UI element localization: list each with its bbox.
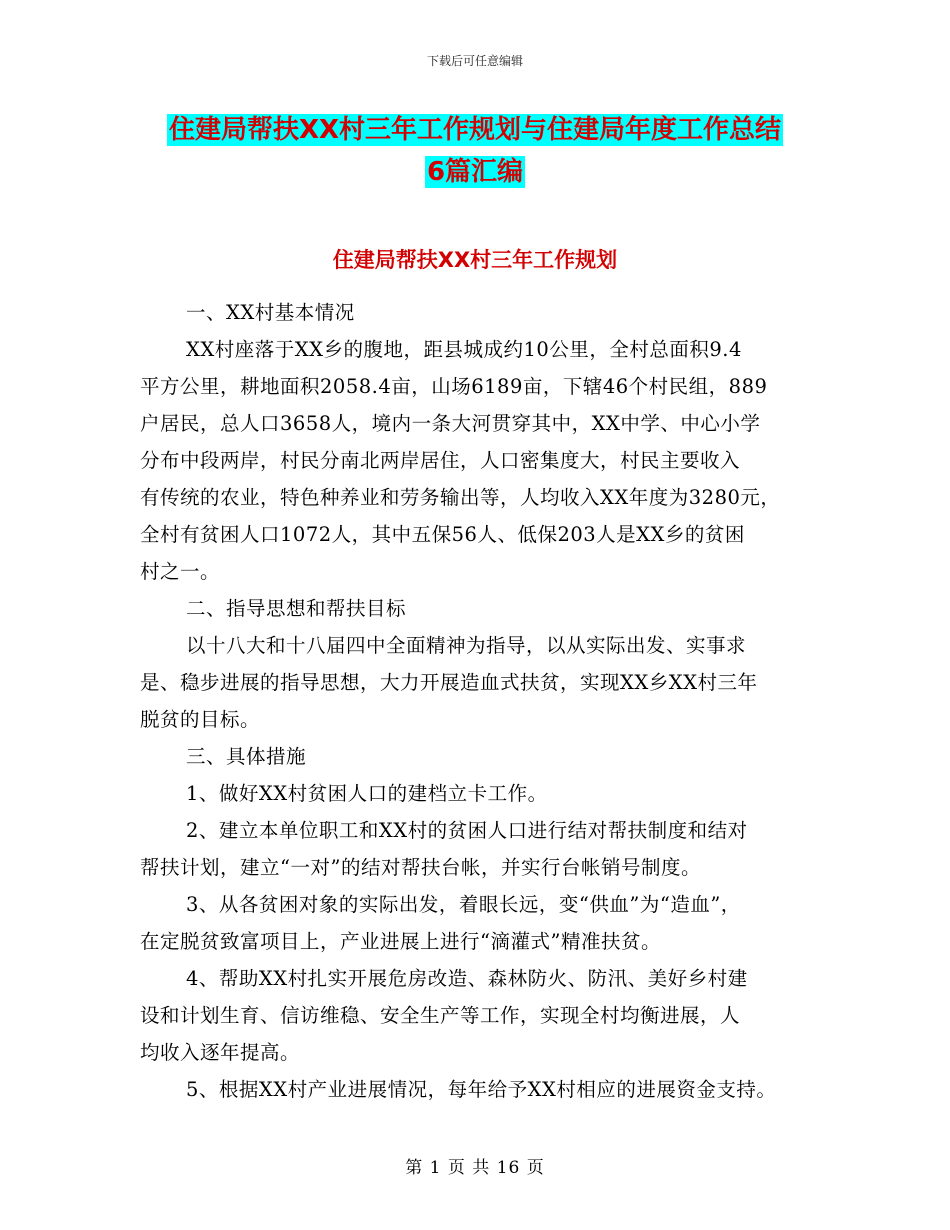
document-title-line2 <box>0 152 950 192</box>
document-title-line1 <box>0 110 950 150</box>
body-line: 村之一。 <box>140 560 221 583</box>
body-line: 以十八大和十八届四中全面精神为指导，以从实际出发、实事求 <box>186 634 747 657</box>
body-line: 户居民，总人口3658人，境内一条大河贯穿其中，XX中学、中心小学 <box>140 412 761 435</box>
title-text-1: 住建局帮扶XX村三年工作规划与住建局年度工作总结 <box>168 115 782 145</box>
body-line: 一、XX村基本情况 <box>186 301 355 324</box>
body-line: 分布中段两岸，村民分南北两岸居住，人口密集度大，村民主要收入 <box>140 449 741 472</box>
body-line: 平方公里，耕地面积2058.4亩，山场6189亩，下辖46个村民组，889 <box>140 375 768 398</box>
body-line: 帮扶计划，建立“一对”的结对帮扶台帐，并实行台帐销号制度。 <box>140 856 701 879</box>
body-line: 全村有贫困人口1072人，其中五保56人、低保203人是XX乡的贫困 <box>140 523 745 546</box>
body-line: 设和计划生育、信访维稳、安全生产等工作，实现全村均衡进展，人 <box>140 1004 741 1027</box>
section-title: 住建局帮扶XX村三年工作规划 <box>332 248 618 272</box>
body-line: 有传统的农业，特色种养业和劳务输出等，人均收入XX年度为3280元， <box>140 486 781 509</box>
body-line: 三、具体措施 <box>186 745 307 768</box>
body-line: 在定脱贫致富项目上，产业进展上进行“滴灌式”精准扶贫。 <box>140 930 661 953</box>
body-line: 2、建立本单位职工和XX村的贫困人口进行结对帮扶制度和结对 <box>186 819 748 842</box>
body-line: XX村座落于XX乡的腹地，距县城成约10公里，全村总面积9.4 <box>186 338 742 361</box>
body-line: 是、稳步进展的指导思想，大力开展造血式扶贫，实现XX乡XX村三年 <box>140 671 758 694</box>
page-footer: 第 1 页 共 16 页 <box>405 1158 545 1178</box>
body-line: 4、帮助XX村扎实开展危房改造、森林防火、防汛、美好乡村建 <box>186 967 748 990</box>
body-line: 二、指导思想和帮扶目标 <box>186 597 407 620</box>
body-line: 均收入逐年提高。 <box>140 1041 301 1064</box>
body-line: 5、根据XX村产业进展情况，每年给予XX村相应的进展资金支持。 <box>186 1078 777 1101</box>
title-text-2: 6篇汇编 <box>426 157 524 187</box>
body-line: 脱贫的目标。 <box>140 708 261 731</box>
body-line: 1、做好XX村贫困人口的建档立卡工作。 <box>186 782 548 805</box>
body-line: 3、从各贫困对象的实际出发，着眼长远，变“供血”为“造血”， <box>186 893 741 916</box>
page-header-note: 下载后可任意编辑 <box>426 54 523 68</box>
